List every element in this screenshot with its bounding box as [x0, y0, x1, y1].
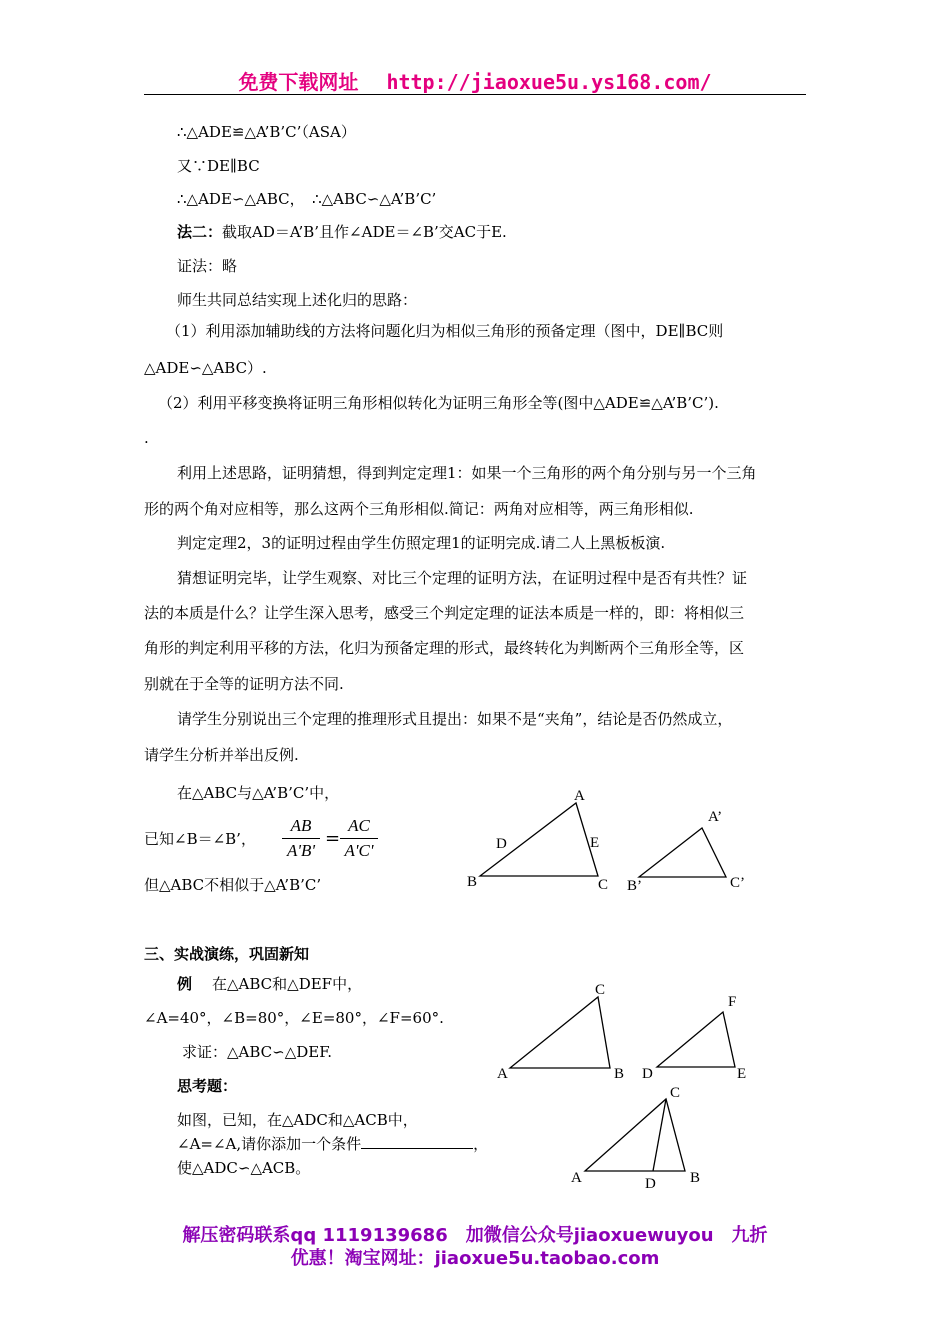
text-line: 但△ABC不相似于△A’B’C’	[144, 876, 322, 894]
text-line: 形的两个角对应相等，那么这两个三角形相似.简记：两角对应相等，两三角形相似.	[144, 500, 694, 518]
method-label: 法二：	[177, 223, 223, 241]
example-label: 例	[177, 975, 193, 993]
vertex-label: B	[467, 874, 478, 890]
example-abc-shape	[510, 997, 610, 1068]
vertex-label: B	[614, 1066, 625, 1082]
prove-line: 求证：△ABC∽△DEF.	[182, 1043, 333, 1061]
text-line: 判定定理2，3的证明过程由学生仿照定理1的证明完成.请二人上黑板板演.	[177, 534, 666, 552]
vertex-label: A	[497, 1066, 508, 1082]
vertex-label: B’	[627, 878, 642, 894]
footer-line: 解压密码联系qq 1119139686 加微信公众号jiaoxuewuyou 九折	[182, 1225, 768, 1246]
vertex-label: C	[595, 982, 606, 998]
text-line: 请学生分析并举出反例.	[144, 746, 299, 764]
vertex-label: A	[571, 1170, 582, 1186]
fraction-right-denominator: A'C'	[344, 841, 374, 860]
text-line: 已知∠B＝∠B’，	[144, 830, 256, 848]
figure-example-def	[642, 994, 746, 1082]
text-line: .	[144, 429, 149, 447]
think-triangle-shape	[585, 1099, 685, 1171]
text-line: 别就在于全等的证明方法不同.	[144, 675, 344, 693]
vertex-label: E	[737, 1066, 747, 1082]
think-condition: ∠A=∠A,请你添加一个条件	[177, 1135, 362, 1153]
text-line: 猜想证明完毕，让学生观察、对比三个定理的证明方法，在证明过程中是否有共性？证	[177, 569, 748, 587]
footer-line: 优惠！淘宝网址：jiaoxue5u.taobao.com	[290, 1248, 660, 1269]
vertex-label: B	[690, 1170, 701, 1186]
think-label: 思考题：	[177, 1077, 238, 1095]
text-line: 角形的判定利用平移的方法，化归为预备定理的形式，最终转化为判断两个三角形全等，区	[144, 639, 745, 657]
vertex-label: D	[645, 1176, 656, 1192]
text-line: 请学生分别说出三个定理的推理形式且提出：如果不是“夹角”，结论是否仍然成立，	[177, 710, 733, 728]
text-line: （1）利用添加辅助线的方法将问题化归为相似三角形的预备定理（图中，DE∥BC则	[166, 322, 724, 340]
figure-think-problem	[571, 1085, 700, 1192]
think-line: 使△ADC∽△ACB。	[177, 1159, 311, 1177]
vertex-label: A	[574, 788, 585, 804]
think-segment-cd	[653, 1099, 666, 1171]
triangle-prime-shape	[639, 828, 726, 877]
vertex-label: A’	[708, 809, 723, 825]
text-line: 证法：略	[177, 257, 238, 275]
header-url[interactable]: http://jiaoxue5u.ys168.com/	[386, 70, 712, 94]
text-line: 师生共同总结实现上述化归的思路：	[177, 291, 418, 309]
vertex-label: D	[642, 1066, 653, 1082]
vertex-label: C’	[730, 875, 745, 891]
text-line: （2）利用平移变换将证明三角形相似转化为证明三角形全等(图中△ADE≌△A’B’C’).	[158, 394, 719, 412]
text-line: △ADE∽△ABC）.	[144, 359, 267, 377]
text-line: 在△ABC与△A’B’C’中，	[177, 784, 340, 802]
think-line: 如图，已知，在△ADC和△ACB中，	[177, 1111, 418, 1129]
vertex-label: F	[728, 994, 737, 1010]
text-line: ∴△ADE≌△A’B’C’（ASA）	[177, 123, 356, 141]
figure-example-abc	[497, 982, 624, 1082]
vertex-label: D	[496, 836, 507, 852]
equals-sign: =	[325, 828, 341, 849]
text-line: 利用上述思路，证明猜想，得到判定定理1：如果一个三角形的两个角分别与另一个三角	[177, 464, 757, 482]
fraction-right-numerator: AC	[348, 816, 370, 835]
angles-line: ∠A=40°，∠B=80°，∠E=80°，∠F=60°.	[144, 1009, 444, 1027]
text-line: ∴△ADE∽△ABC， ∴△ABC∽△A’B’C’	[177, 190, 437, 208]
vertex-label: C	[670, 1085, 681, 1101]
vertex-label: E	[590, 835, 600, 851]
figure-triangle-abc	[467, 788, 608, 893]
vertex-label: C	[598, 877, 609, 893]
example-text: 在△ABC和△DEF中，	[212, 975, 363, 993]
text-line: 又∵DE∥BC	[177, 157, 260, 175]
section-title: 三、实战演练，巩固新知	[144, 945, 310, 963]
think-comma: ，	[473, 1135, 489, 1153]
figure-triangle-a-b-c-prime	[627, 809, 745, 894]
fraction-left-denominator: A'B'	[286, 841, 316, 860]
text-line: 法的本质是什么？让学生深入思考，感受三个判定定理的证法本质是一样的，即：将相似三	[144, 604, 745, 622]
method-text: 截取AD＝A’B’且作∠ADE＝∠B’交AC于E.	[222, 223, 507, 241]
fraction-left-numerator: AB	[290, 816, 312, 835]
header-label: 免费下载网址	[238, 70, 359, 94]
example-def-shape	[657, 1012, 735, 1067]
